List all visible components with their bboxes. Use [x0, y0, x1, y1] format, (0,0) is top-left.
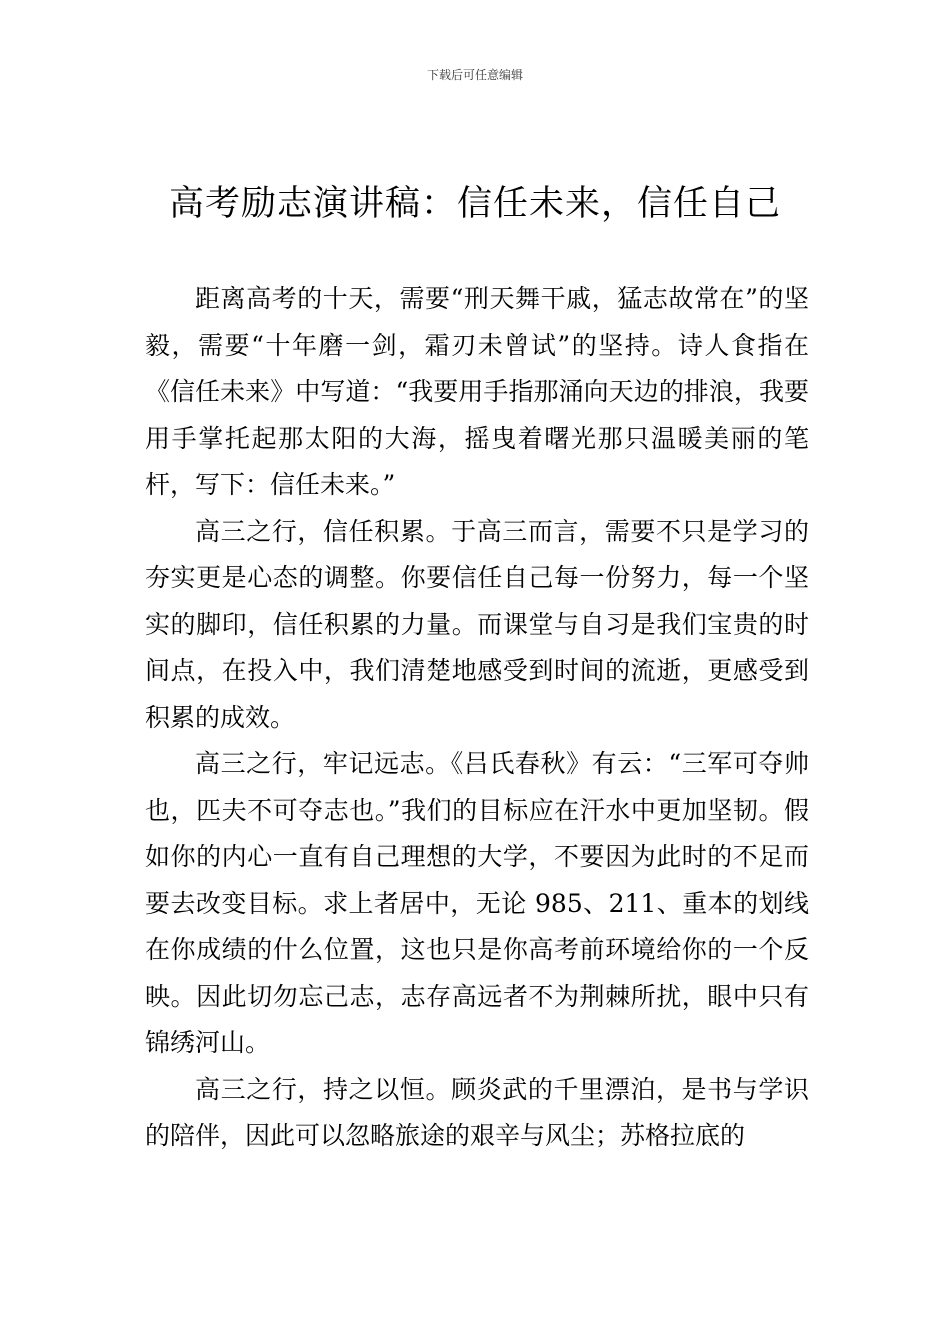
paragraph-3: 高三之行，牢记远志。《吕氏春秋》有云：“三军可夺帅也，匹夫不可夺志也。”我们的目标应在汗水中更加坚韧。假如你的内心一直有自己理想的大学，不要因为此时的不足而要去改变目标。求上者居中，无论 985、211、重本的划线在你成绩的什么位置，这也只是你高考前环境给你的一个反映。因此切勿忘己志，志存高远者不为荆棘所扰，眼中只有锦绣河山。 — [145, 749, 809, 1057]
paragraph-2: 高三之行，信任积累。于高三而言，需要不只是学习的夯实更是心态的调整。你要信任自己每一份努力，每一个坚实的脚印，信任积累的力量。而课堂与自习是我们宝贵的时间点，在投入中，我们清楚地感受到时间的流逝，更感受到积累的成效。 — [145, 516, 809, 732]
document-body — [145, 276, 809, 1160]
paragraph-1: 距离高考的十天，需要“刑天舞干戚，猛志故常在”的坚毅，需要“十年磨一剑，霜刃未曾试”的坚持。诗人食指在《信任未来》中写道：“我要用手指那涌向天边的排浪，我要用手掌托起那太阳的大海，摇曳着曙光那只温暖美丽的笔杆，写下：信任未来。” — [145, 284, 809, 499]
header-note: 下载后可任意编辑 — [426, 68, 523, 82]
paragraph-4: 高三之行，持之以恒。顾炎武的千里漂泊，是书与学识的陪伴，因此可以忽略旅途的艰辛与风尘；苏格拉底的 — [145, 1074, 809, 1150]
document-title: 高考励志演讲稿：信任未来，信任自己 — [168, 184, 781, 224]
